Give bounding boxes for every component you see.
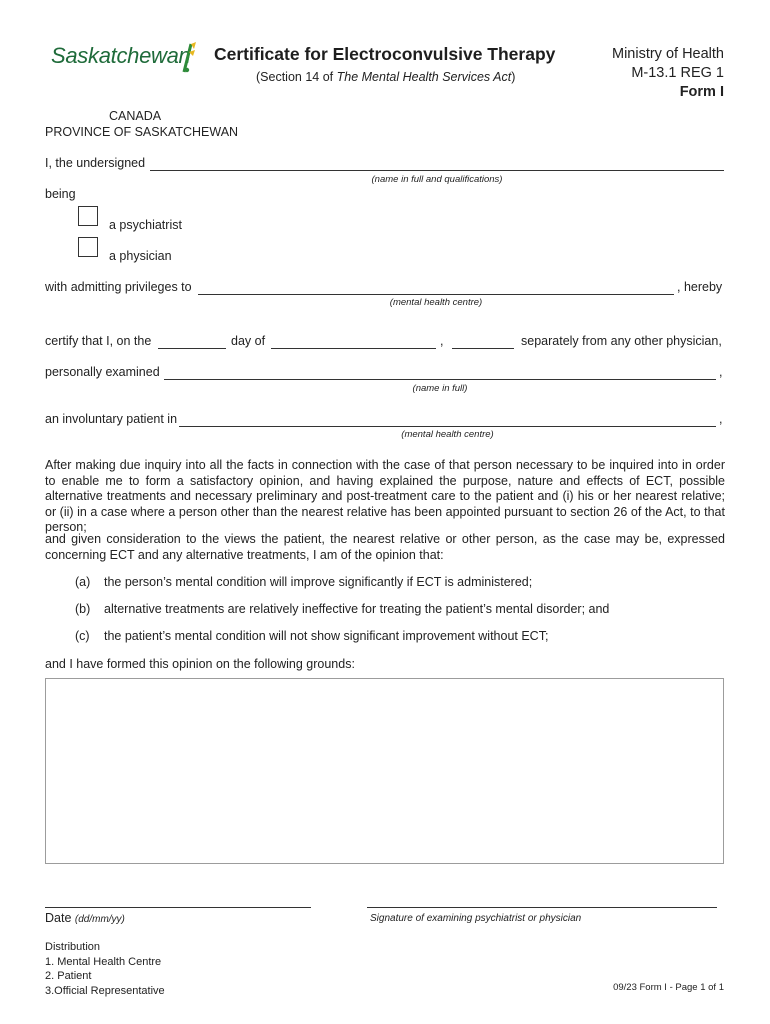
wheat-logo-icon — [180, 40, 200, 74]
list-item: 2. Patient — [45, 970, 92, 982]
privileges-label: with admitting privileges to — [45, 280, 192, 294]
day-of-label: day of — [231, 334, 266, 348]
year-field[interactable] — [452, 334, 514, 349]
form-title: Certificate for Electroconvulsive Therapy — [214, 44, 556, 64]
page-footer: 09/23 Form I - Page 1 of 1 — [613, 982, 724, 993]
involuntary-centre-field[interactable] — [179, 412, 716, 427]
month-field[interactable] — [271, 334, 436, 349]
physician-checkbox[interactable] — [78, 237, 98, 257]
form-number: Form I — [679, 84, 724, 100]
being-label: being — [45, 187, 76, 201]
undersigned-label: I, the undersigned — [45, 156, 146, 170]
privileges-centre-field[interactable] — [198, 280, 674, 295]
regulation-number: M-13.1 REG 1 — [631, 65, 724, 81]
undersigned-caption: (name in full and qualifications) — [371, 174, 503, 185]
ministry-name: Ministry of Health — [611, 46, 724, 62]
comma-separator: , — [440, 334, 444, 348]
psychiatrist-checkbox[interactable] — [78, 206, 98, 226]
examined-caption: (name in full) — [412, 383, 468, 394]
examined-label: personally examined — [45, 365, 160, 379]
signature-caption: Signature of examining psychiatrist or physician — [370, 913, 582, 924]
hereby-label: , hereby — [677, 280, 723, 294]
list-item: 3.Official Representative — [45, 984, 165, 997]
separately-label: separately from any other physician, — [521, 334, 722, 348]
psychiatrist-label: a psychiatrist — [109, 218, 182, 232]
date-field[interactable] — [45, 895, 311, 908]
date-label: Date (dd/mm/yy) — [45, 911, 125, 925]
distribution-title: Distribution — [45, 941, 101, 953]
province-label: PROVINCE OF SASKATCHEWAN — [45, 125, 239, 139]
list-item: (c) the patient’s mental condition will not show significant improvement without ECT; — [75, 629, 549, 643]
undersigned-name-field[interactable] — [150, 156, 724, 171]
grounds-label: and I have formed this opinion on the following grounds: — [45, 657, 355, 671]
list-item: 1. Mental Health Centre — [45, 955, 162, 968]
inquiry-paragraph: After making due inquiry into all the facts in connection with the case of that person necessary to be inquired into in order to enable me to form a satisfactory opinion, and having explained the purpose, nature and effects of ECT, possible alternative treatments and necessary preliminary and post-treatment care to the patient and (i) his or her nearest relative; or (ii) in a case where a person other than the nearest relative has been appointed pursuant to section 26 of the Act, to that person; — [45, 458, 725, 534]
form-subtitle: (Section 14 of The Mental Health Services Act) — [256, 70, 516, 84]
list-item: (a) the person’s mental condition will improve significantly if ECT is administered; — [75, 575, 533, 589]
physician-label: a physician — [109, 249, 172, 263]
signature-field[interactable] — [367, 895, 717, 908]
country-label: CANADA — [109, 109, 162, 123]
grounds-text-area[interactable] — [45, 678, 724, 864]
involuntary-caption: (mental health centre) — [401, 429, 494, 440]
privileges-caption: (mental health centre) — [389, 297, 483, 308]
day-field[interactable] — [158, 334, 226, 349]
ministry-block — [612, 45, 724, 102]
certify-label: certify that I, on the — [45, 334, 152, 348]
involuntary-label: an involuntary patient in — [45, 412, 178, 426]
distribution-block — [45, 940, 165, 998]
list-item: (b) alternative treatments are relatively ineffective for treating the patient’s mental disorder; and — [75, 602, 610, 616]
consideration-paragraph: and given consideration to the views the patient, the nearest relative or other person, as the case may be, expressed concerning ECT and any alternative treatments, I am of the opinion that: — [45, 532, 725, 562]
examined-comma: , — [719, 365, 723, 379]
saskatchewan-logo: Saskatchewan — [51, 43, 191, 68]
involuntary-comma: , — [719, 412, 723, 426]
patient-name-field[interactable] — [164, 365, 716, 380]
